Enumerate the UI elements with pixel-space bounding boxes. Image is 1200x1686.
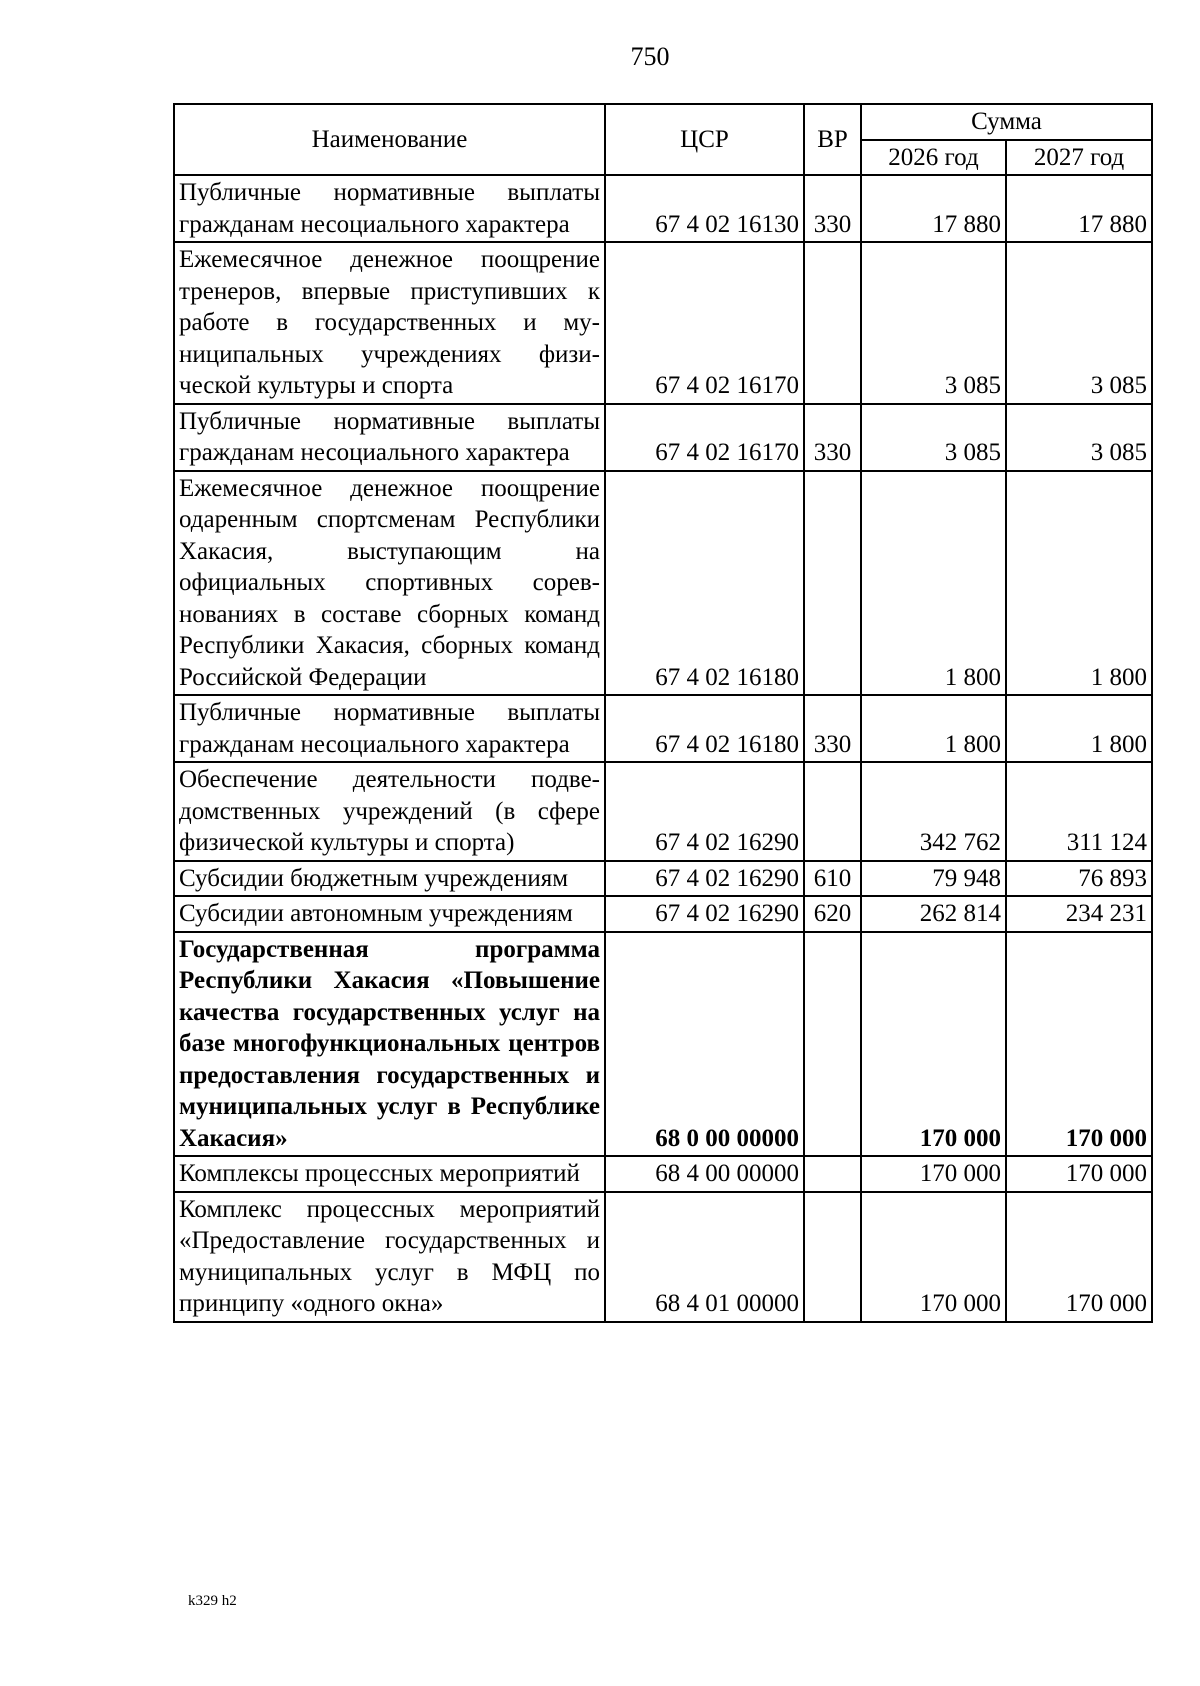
row-sum-2026: 170 000: [861, 932, 1006, 1157]
page-number: 750: [630, 42, 670, 71]
row-csr: 67 4 02 16180: [605, 695, 804, 762]
row-csr: 67 4 02 16180: [605, 471, 804, 696]
row-sum-2026: 1 800: [861, 695, 1006, 762]
table-row: [174, 695, 1152, 762]
row-csr: 67 4 02 16170: [605, 242, 804, 404]
row-sum-2026: 3 085: [861, 242, 1006, 404]
table-row-program: [174, 932, 1152, 1157]
row-csr: 67 4 02 16290: [605, 762, 804, 861]
row-sum-2026: 3 085: [861, 404, 1006, 471]
header-name: Наименование: [174, 104, 605, 175]
document-code: k329 h2: [188, 1593, 237, 1609]
row-sum-2026: 342 762: [861, 762, 1006, 861]
row-sum-2026: 1 800: [861, 471, 1006, 696]
row-name: Публичные нормативные выплаты гражданам несоциального характера: [174, 695, 605, 762]
row-vr: 330: [804, 404, 861, 471]
table-row: [174, 762, 1152, 861]
row-name: Публичные нормативные выплаты гражданам несоциального характера: [174, 175, 605, 242]
row-csr: 67 4 02 16170: [605, 404, 804, 471]
row-name: Обеспечение деятельности подведомственных учреждений (в сфере физической культуры и спорта): [174, 762, 605, 861]
row-csr: 68 4 00 00000: [605, 1156, 804, 1192]
row-vr: 610: [804, 861, 861, 897]
row-sum-2027: 3 085: [1006, 404, 1152, 471]
row-vr: [804, 932, 861, 1157]
row-csr: 67 4 02 16290: [605, 896, 804, 932]
row-sum-2027: 1 800: [1006, 471, 1152, 696]
row-sum-2026: 170 000: [861, 1156, 1006, 1192]
row-sum-2027: 17 880: [1006, 175, 1152, 242]
row-sum-2027: 170 000: [1006, 932, 1152, 1157]
row-vr: [804, 762, 861, 861]
table-row: [174, 1192, 1152, 1322]
row-vr: [804, 242, 861, 404]
row-vr: [804, 1156, 861, 1192]
table-row: [174, 404, 1152, 471]
row-csr: 67 4 02 16290: [605, 861, 804, 897]
row-sum-2026: 170 000: [861, 1192, 1006, 1322]
header-vr: ВР: [804, 104, 861, 175]
row-sum-2027: 311 124: [1006, 762, 1152, 861]
row-sum-2027: 3 085: [1006, 242, 1152, 404]
row-csr: 68 0 00 00000: [605, 932, 804, 1157]
row-vr: [804, 471, 861, 696]
row-name: Ежемесячное денежное поощрение тренеров, впервые приступивших к работе в государственных и муниципальных учреждениях физической культуры и спорта: [174, 242, 605, 404]
row-name: Комплекс процессных мероприятий «Предоставление государственных и муниципальных услуг в МФЦ по принципу «одного окна»: [174, 1192, 605, 1322]
row-sum-2027: 170 000: [1006, 1156, 1152, 1192]
table-row: [174, 471, 1152, 696]
table-row: [174, 861, 1152, 897]
row-sum-2026: 262 814: [861, 896, 1006, 932]
row-vr: 620: [804, 896, 861, 932]
header-2027: 2027 год: [1006, 140, 1152, 176]
header-row: [174, 104, 1152, 140]
header-2026: 2026 год: [861, 140, 1006, 176]
row-sum-2026: 17 880: [861, 175, 1006, 242]
row-csr: 67 4 02 16130: [605, 175, 804, 242]
row-vr: 330: [804, 175, 861, 242]
row-sum-2027: 234 231: [1006, 896, 1152, 932]
row-vr: 330: [804, 695, 861, 762]
row-name: Субсидии бюджетным учреждениям: [174, 861, 605, 897]
header-sum: Сумма: [861, 104, 1152, 140]
row-sum-2027: 1 800: [1006, 695, 1152, 762]
row-name: Комплексы процессных мероприятий: [174, 1156, 605, 1192]
row-vr: [804, 1192, 861, 1322]
row-sum-2027: 76 893: [1006, 861, 1152, 897]
row-name: Субсидии автономным учреждениям: [174, 896, 605, 932]
row-sum-2026: 79 948: [861, 861, 1006, 897]
row-name: Государственная программа Республики Хакасия «Повышение качества государственных услуг на базе многофункциональных центров предоставления государственных и муниципальных услуг в Республике Хакасия»: [174, 932, 605, 1157]
header-csr: ЦСР: [605, 104, 804, 175]
row-name: Публичные нормативные выплаты гражданам несоциального характера: [174, 404, 605, 471]
table-row: [174, 896, 1152, 932]
row-name: Ежемесячное денежное поощрение одаренным спортсменам Республики Хакасия, выступающим на официальных спортивных соревнованиях в составе сборных команд Республики Хакасия, сборных команд Российской Федерации: [174, 471, 605, 696]
row-csr: 68 4 01 00000: [605, 1192, 804, 1322]
row-sum-2027: 170 000: [1006, 1192, 1152, 1322]
table-row: [174, 1156, 1152, 1192]
table-row: [174, 242, 1152, 404]
budget-table: [173, 103, 1153, 1323]
table-row: [174, 175, 1152, 242]
